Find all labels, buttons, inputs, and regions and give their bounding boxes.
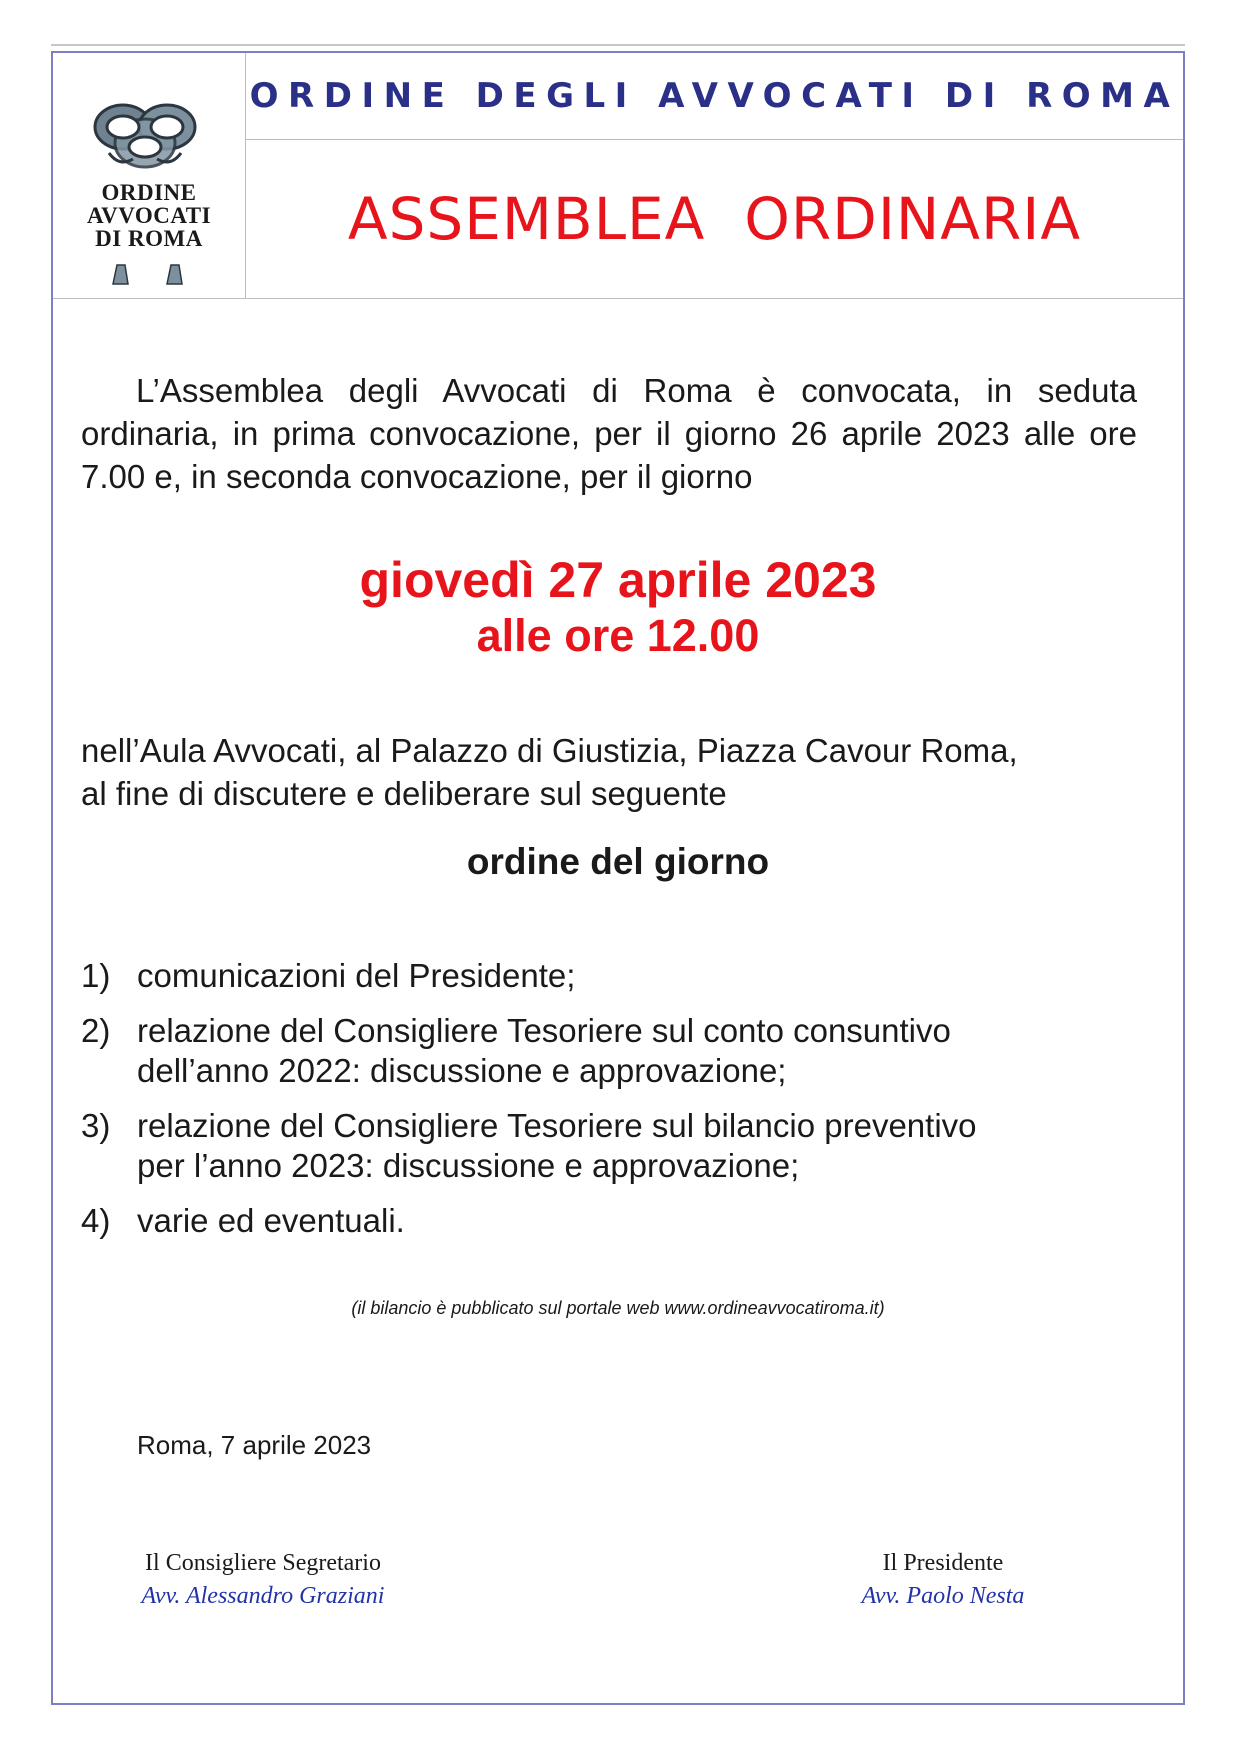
agenda-item-number: 2) (81, 1012, 111, 1049)
signature-name: Avv. Paolo Nesta (861, 1583, 1025, 1609)
meeting-time: alle ore 12.00 (476, 610, 760, 661)
logo-cell (53, 53, 246, 298)
place-and-date: Roma, 7 aprile 2023 (137, 1430, 372, 1460)
agenda-item-text: comunicazioni del Presidente; (137, 957, 576, 994)
signature-secretary (113, 1547, 413, 1613)
ballot-tokens-icon (109, 263, 189, 285)
agenda-item-number: 4) (81, 1202, 111, 1239)
signature-role: Il Presidente (882, 1550, 1004, 1576)
signature-president (793, 1547, 1093, 1613)
signature-role: Il Consigliere Segretario (145, 1550, 381, 1576)
meeting-date: giovedì 27 aprile 2023 (359, 552, 877, 608)
organization-name: ORDINE DEGLI AVVOCATI DI ROMA (246, 53, 1183, 140)
agenda-item-number: 1) (81, 957, 111, 994)
letterhead (53, 53, 1183, 299)
agenda-item-text: relazione del Consigliere Tesoriere sul bilancio preventivo (137, 1107, 977, 1144)
knot-emblem-icon (89, 97, 201, 173)
agenda-item-number: 3) (81, 1107, 111, 1144)
logo-text-line1: ORDINE (101, 180, 197, 205)
agenda-heading: ordine del giorno (466, 841, 770, 882)
convocation-paragraph: L’Assemblea degli Avvocati di Roma è convocata, in seduta ordinaria, in prima convocazione, per il giorno 26 aprile 2023 alle ore 7.00 e, in seconda convocazione, per il giorno (81, 372, 1137, 495)
document-frame (51, 51, 1185, 1705)
agenda-item-text: per l’anno 2023: discussione e approvazione; (137, 1147, 800, 1184)
signature-name: Avv. Alessandro Graziani (141, 1583, 385, 1609)
logo-text-line3: DI ROMA (95, 226, 203, 251)
assembly-title: ASSEMBLEA ORDINARIA (347, 185, 1082, 253)
logo-text-line2: AVVOCATI (86, 203, 212, 228)
agenda-item-text: relazione del Consigliere Tesoriere sul conto consuntivo (137, 1012, 951, 1049)
location-line-1: nell’Aula Avvocati, al Palazzo di Giustizia, Piazza Cavour Roma, (81, 732, 1018, 769)
agenda-item-text: dell’anno 2022: discussione e approvazione; (137, 1052, 787, 1089)
location-line-2: al fine di discutere e deliberare sul seguente (81, 775, 727, 812)
top-rule (51, 44, 1185, 46)
budget-note: (il bilancio è pubblicato sul portale web www.ordineavvocatiroma.it) (351, 1298, 885, 1318)
agenda-item-text: varie ed eventuali. (137, 1202, 405, 1239)
